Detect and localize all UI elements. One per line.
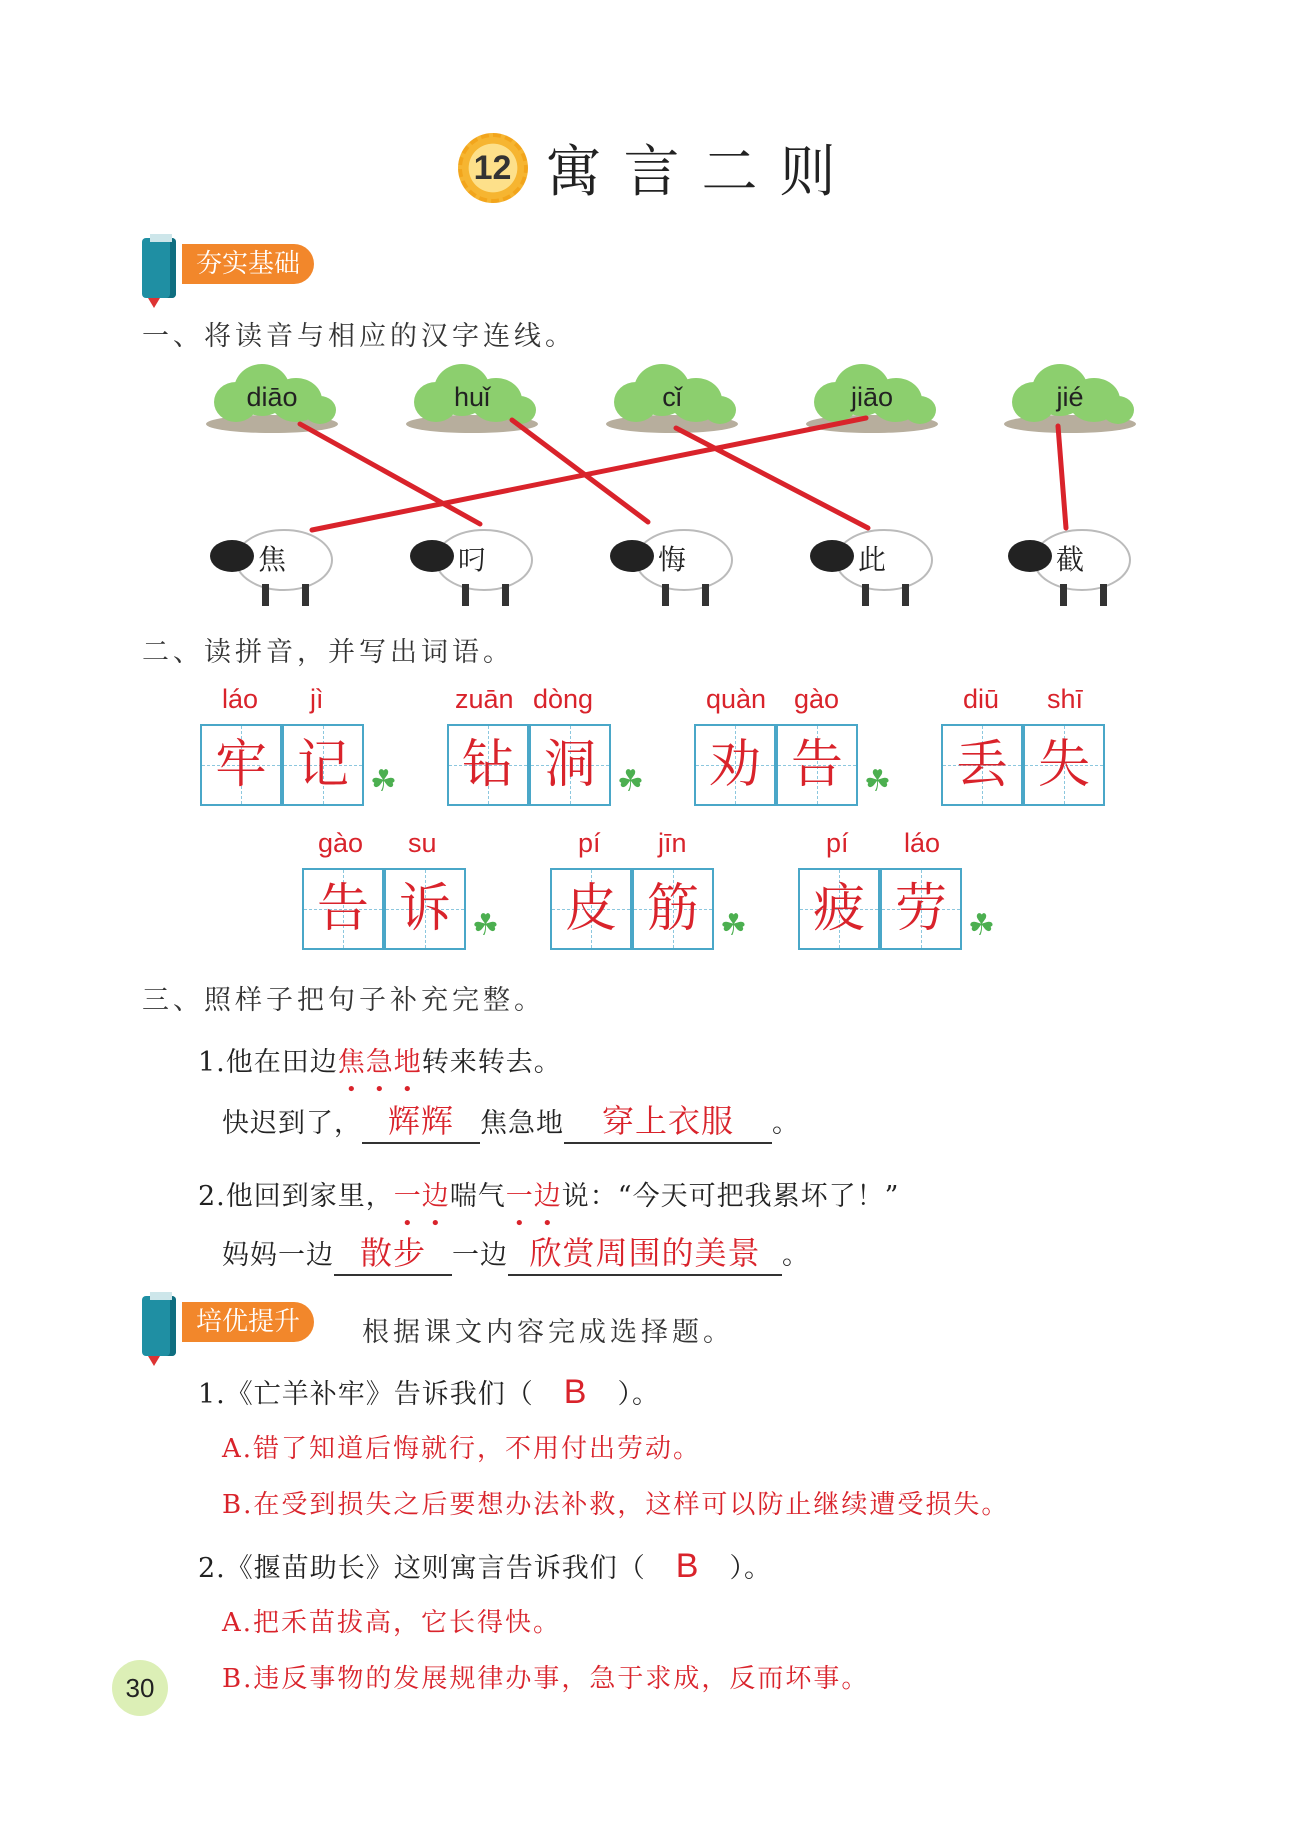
clover-icon: ☘ (864, 765, 891, 798)
match-line-diao (300, 424, 480, 524)
q3-prompt: 三、照样子把句子补充完整。 (142, 985, 545, 1016)
word-group-3: quàn gào 劝 告 ☘ (694, 684, 914, 814)
clover-icon: ☘ (720, 909, 747, 942)
mc-question-2: 2.《揠苗助长》这则寓言告诉我们（ B ）。 (198, 1547, 772, 1585)
q3-example-2: 2.他回到家里，一边喘气一边说：“今天可把我累坏了！” (198, 1181, 900, 1212)
clover-icon: ☘ (472, 909, 499, 942)
sheep-char-2: 叼 (458, 543, 487, 576)
match-line-jie (1058, 426, 1066, 528)
mc-2-option-a: A.把禾苗拔高，它长得快。 (222, 1608, 562, 1638)
match-line-hui (512, 420, 648, 522)
word-group-1: láo jì 牢 记 ☘ (200, 684, 420, 814)
match-line-ci (676, 428, 868, 528)
q3-answer-line-2: 妈妈一边 散步 一边 欣赏周围的美景 。 (222, 1228, 810, 1276)
mc-question-1: 1.《亡羊补牢》告诉我们（ B ）。 (198, 1373, 660, 1411)
q3-answer-line-1: 快迟到了， 辉辉 焦急地 穿上衣服 。 (222, 1096, 800, 1144)
mc-2-option-b: B.违反事物的发展规律办事，急于求成，反而坏事。 (222, 1664, 870, 1694)
clover-icon: ☘ (370, 765, 397, 798)
pinyin-3: cǐ (662, 382, 682, 412)
lesson-number: 12 (458, 133, 528, 203)
sheep-char-1: 焦 (258, 543, 287, 576)
clover-icon: ☘ (617, 765, 644, 798)
sheep-char-4: 此 (858, 543, 887, 576)
sheep-char-3: 悔 (658, 543, 687, 576)
answer-blank: 辉辉 (362, 1096, 480, 1144)
q2-prompt: 二、读拼音，并写出词语。 (142, 637, 514, 668)
pinyin-1: diāo (246, 382, 298, 412)
word-group-5: gào su 告 诉 ☘ (302, 828, 522, 958)
answer-blank: 欣赏周围的美景 (508, 1228, 782, 1276)
sheep-char-5: 截 (1056, 543, 1085, 576)
book-icon (142, 1296, 176, 1356)
page-number: 30 (112, 1660, 168, 1716)
mc-answer: B (563, 1373, 588, 1411)
word-group-4: diū shī 丢 失 (941, 684, 1161, 814)
mc-1-option-a: A.错了知道后悔就行，不用付出劳动。 (222, 1434, 702, 1464)
q3-example-1: 1.他在田边焦急地转来转去。 (198, 1047, 562, 1078)
word-group-7: pí láo 疲 劳 ☘ (798, 828, 1018, 958)
q1-prompt: 一、将读音与相应的汉字连线。 (142, 321, 576, 352)
pinyin-2: huǐ (453, 382, 491, 412)
match-lines (300, 418, 1066, 530)
mc-1-option-b: B.在受到损失之后要想办法补救，这样可以防止继续遭受损失。 (222, 1490, 1010, 1520)
pinyin-5: jié (1056, 382, 1084, 412)
word-group-2: zuān dòng 钻 洞 ☘ (447, 684, 667, 814)
answer-blank: 穿上衣服 (564, 1096, 772, 1144)
word-group-6: pí jīn 皮 筋 ☘ (550, 828, 770, 958)
mc-answer: B (675, 1547, 700, 1585)
pinyin-4: jiāo (850, 382, 894, 412)
answer-blank: 散步 (334, 1228, 452, 1276)
section2-prompt: 根据课文内容完成选择题。 (362, 1317, 734, 1348)
clover-icon: ☘ (968, 909, 995, 942)
lesson-title-text: 寓言二则 (545, 140, 858, 205)
